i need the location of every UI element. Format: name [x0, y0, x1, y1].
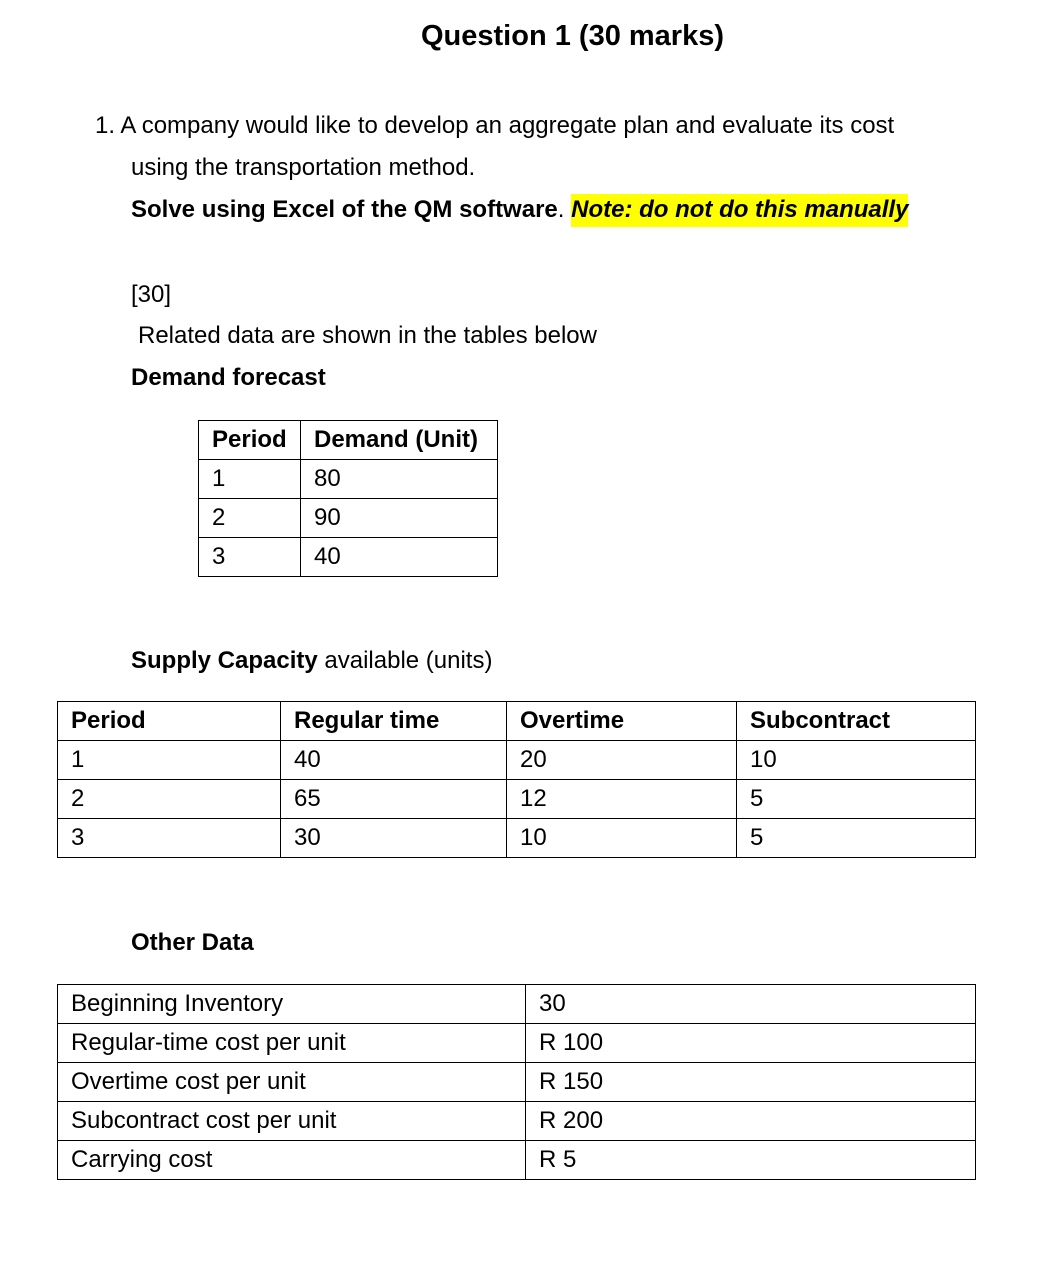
supply-capacity-table — [57, 701, 976, 858]
question-text: A company would like to develop an aggregate plan and evaluate its cost — [120, 112, 895, 139]
table-cell: 40 — [281, 741, 507, 780]
table-cell: 5 — [737, 780, 976, 819]
table-cell: 2 — [199, 499, 301, 538]
column-header: Subcontract — [737, 702, 976, 741]
instruction-text: Solve using Excel of the QM software — [131, 196, 558, 223]
table-cell: 5 — [737, 819, 976, 858]
other-data-heading: Other Data — [131, 929, 254, 956]
column-header: Overtime — [507, 702, 737, 741]
question-text-line-1 — [95, 112, 894, 140]
table-row — [58, 985, 976, 1024]
column-header: Period — [199, 421, 301, 460]
demand-forecast-table — [198, 420, 498, 577]
table-row — [58, 1141, 976, 1180]
table-row — [58, 1024, 976, 1063]
marks-label: [30] — [131, 281, 172, 308]
table-header-row — [58, 702, 976, 741]
table-row — [58, 819, 976, 858]
table-cell: R 100 — [526, 1024, 976, 1063]
table-row — [199, 499, 498, 538]
table-row — [199, 460, 498, 499]
table-cell: 20 — [507, 741, 737, 780]
table-cell: R 200 — [526, 1102, 976, 1141]
instruction-period: . — [557, 196, 565, 223]
other-data-table — [57, 984, 976, 1180]
supply-capacity-heading-bold: Supply Capacity — [131, 647, 318, 674]
instruction-line — [131, 196, 908, 224]
table-cell: 80 — [301, 460, 498, 499]
column-header: Regular time — [281, 702, 507, 741]
table-cell: 30 — [526, 985, 976, 1024]
question-text-line-2: using the transportation method. — [131, 154, 476, 181]
table-cell: Subcontract cost per unit — [58, 1102, 526, 1141]
supply-capacity-heading-rest: available (units) — [317, 647, 493, 674]
table-cell: Carrying cost — [58, 1141, 526, 1180]
table-cell: 1 — [199, 460, 301, 499]
table-cell: 10 — [507, 819, 737, 858]
table-cell: 2 — [58, 780, 281, 819]
table-row — [58, 1102, 976, 1141]
table-cell: 40 — [301, 538, 498, 577]
related-data-text: Related data are shown in the tables below — [138, 322, 597, 349]
table-cell: 65 — [281, 780, 507, 819]
table-cell: 3 — [199, 538, 301, 577]
table-cell: R 150 — [526, 1063, 976, 1102]
table-cell: 10 — [737, 741, 976, 780]
column-header: Period — [58, 702, 281, 741]
table-row — [199, 538, 498, 577]
table-cell: 3 — [58, 819, 281, 858]
table-cell: R 5 — [526, 1141, 976, 1180]
table-header-row — [199, 421, 498, 460]
table-cell: 1 — [58, 741, 281, 780]
table-cell: 30 — [281, 819, 507, 858]
demand-forecast-heading: Demand forecast — [131, 364, 326, 391]
table-cell: 90 — [301, 499, 498, 538]
table-cell: Regular-time cost per unit — [58, 1024, 526, 1063]
table-row — [58, 741, 976, 780]
table-row — [58, 780, 976, 819]
highlighted-note: Note: do not do this manually — [571, 194, 908, 227]
column-header: Demand (Unit) — [301, 421, 498, 460]
table-cell: Overtime cost per unit — [58, 1063, 526, 1102]
table-row — [58, 1063, 976, 1102]
page-title: Question 1 (30 marks) — [421, 20, 724, 52]
question-number: 1. — [95, 112, 116, 139]
table-cell: 12 — [507, 780, 737, 819]
table-cell: Beginning Inventory — [58, 985, 526, 1024]
supply-capacity-heading — [131, 647, 492, 675]
